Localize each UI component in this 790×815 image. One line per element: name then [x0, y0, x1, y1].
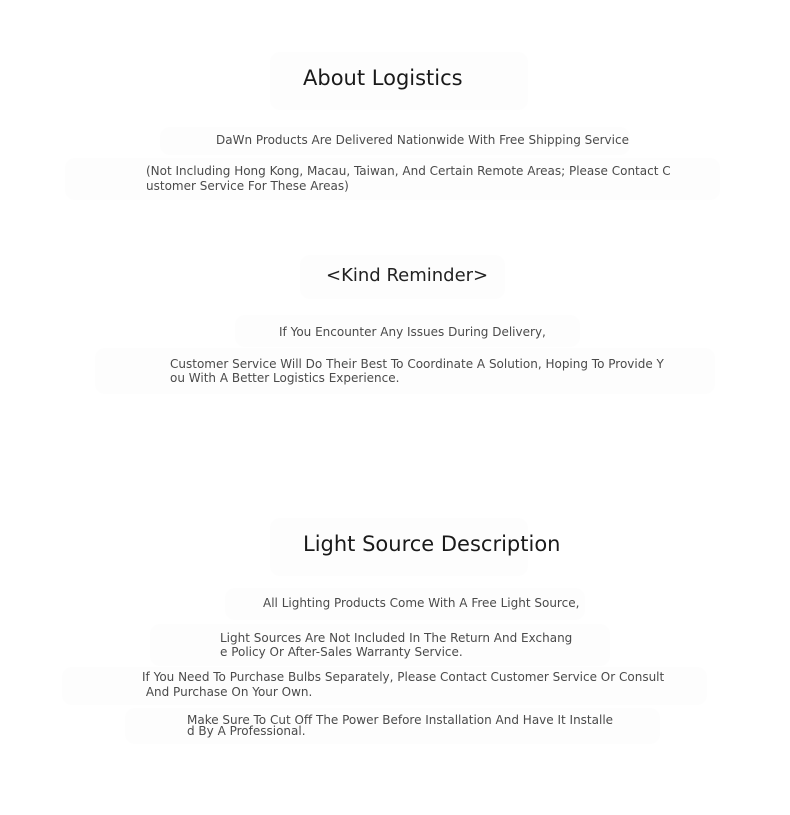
light-line-2a: Light Sources Are Not Included In The Return And Exchang	[220, 631, 573, 645]
light-line-4a: Make Sure To Cut Off The Power Before Installation And Have It Installe	[187, 713, 614, 727]
reminder-line-2b: ou With A Better Logistics Experience.	[170, 371, 400, 385]
light-line-4b: d By A Professional.	[187, 724, 306, 738]
logistics-line-1: DaWn Products Are Delivered Nationwide With Free Shipping Service	[216, 133, 629, 147]
reminder-title: <Kind Reminder>	[326, 265, 489, 286]
reminder-line-2a: Customer Service Will Do Their Best To Coordinate A Solution, Hoping To Provide Y	[170, 357, 664, 371]
light-line-2b: e Policy Or After-Sales Warranty Service.	[220, 645, 463, 659]
logistics-line-2b: ustomer Service For These Areas)	[146, 179, 349, 193]
logistics-line-2a: (Not Including Hong Kong, Macau, Taiwan, And Certain Remote Areas; Please Contact C	[146, 164, 671, 178]
light-line-3a: If You Need To Purchase Bulbs Separately, Please Contact Customer Service Or Consult	[142, 670, 665, 684]
logistics-title: About Logistics	[303, 66, 463, 90]
light-line-3b: And Purchase On Your Own.	[142, 685, 313, 699]
light-line-1: All Lighting Products Come With A Free Light Source,	[263, 596, 580, 610]
light-title: Light Source Description	[303, 532, 561, 556]
reminder-line-1: If You Encounter Any Issues During Delivery,	[279, 325, 546, 339]
